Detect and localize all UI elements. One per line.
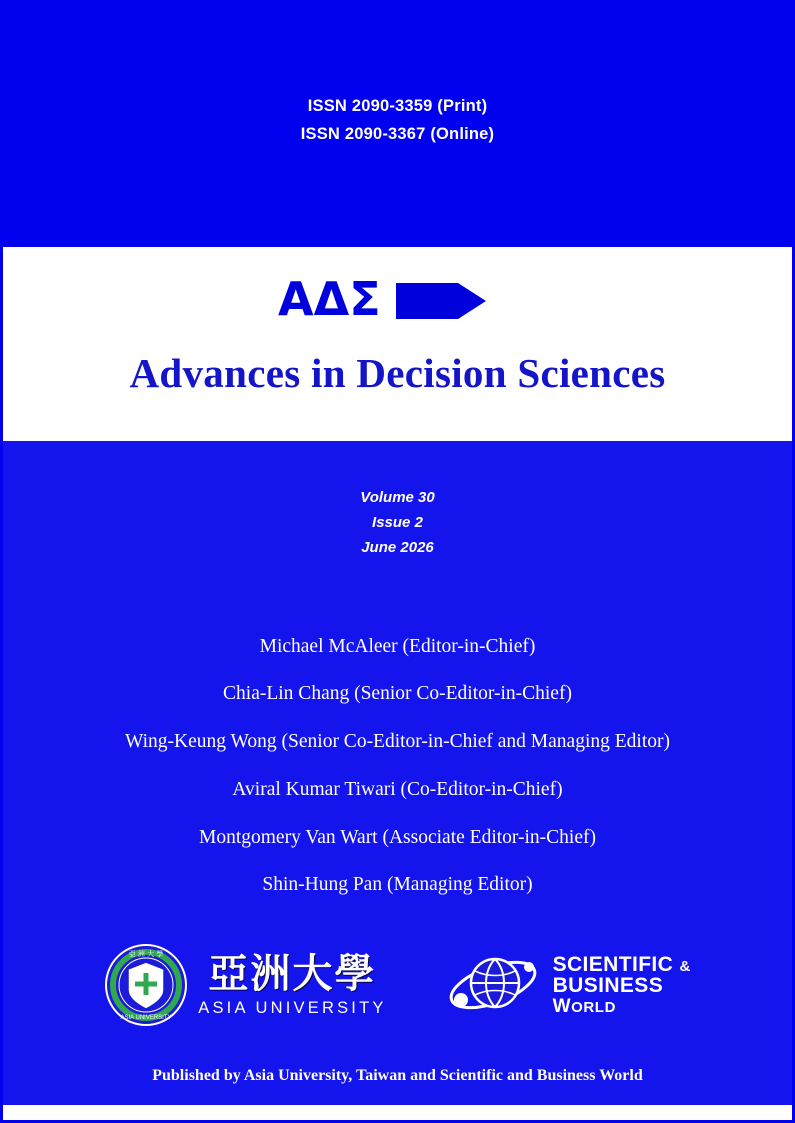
editor-item: Wing-Keung Wong (Senior Co-Editor-in-Chief and Managing Editor) xyxy=(125,731,670,753)
page-title: Advances in Decision Sciences xyxy=(129,350,666,396)
issn-online: ISSN 2090-3367 (Online) xyxy=(300,125,495,144)
globe-orbit-icon xyxy=(445,945,541,1025)
asia-university-logo xyxy=(104,943,386,1027)
asia-university-chinese-name: 亞洲大學 xyxy=(208,950,377,997)
svg-text:ΑΔΣ: ΑΔΣ xyxy=(277,275,381,326)
publisher-logos xyxy=(0,943,795,1027)
issn-band xyxy=(0,0,795,247)
ads-logo-mark xyxy=(278,277,518,325)
sbw-scientific-text: SCIENTIFIC xyxy=(552,953,674,977)
scientific-business-world-name xyxy=(553,954,691,1016)
title-band xyxy=(0,247,795,441)
sbw-world-rest: ORLD xyxy=(571,998,617,1016)
cover-lower-section xyxy=(0,441,795,1105)
issue-info xyxy=(360,485,434,561)
issn-print: ISSN 2090-3359 (Print) xyxy=(307,97,488,115)
editor-item: Chia-Lin Chang (Senior Co-Editor-in-Chief) xyxy=(223,683,572,705)
bottom-white-strip xyxy=(0,1105,795,1123)
sbw-ampersand: & xyxy=(679,958,691,976)
svg-text:ASIA UNIVERSITY: ASIA UNIVERSITY xyxy=(120,1015,172,1022)
date-label: June 2026 xyxy=(361,539,434,557)
issue-label: Issue 2 xyxy=(372,514,423,532)
editor-list xyxy=(0,623,795,910)
editor-item: Aviral Kumar Tiwari (Co-Editor-in-Chief) xyxy=(232,778,563,800)
sbw-line-1 xyxy=(553,954,691,975)
sbw-line-2: BUSINESS xyxy=(552,974,664,998)
asia-university-name xyxy=(198,950,387,1018)
volume-label: Volume 30 xyxy=(360,489,435,506)
editor-item: Michael McAleer (Editor-in-Chief) xyxy=(259,635,536,657)
editor-item: Montgomery Van Wart (Associate Editor-in-Chief) xyxy=(199,826,596,848)
sbw-world-initial: W xyxy=(552,995,572,1017)
ads-alpha-delta-sigma-arrow-logo-icon xyxy=(278,275,518,327)
svg-text:亞 洲 大 學: 亞 洲 大 學 xyxy=(128,950,164,959)
asia-university-english-name: ASIA UNIVERSITY xyxy=(198,998,387,1017)
publisher-line: Published by Asia University, Taiwan and Scientific and Business World xyxy=(152,1067,643,1085)
sbw-line-3 xyxy=(553,997,616,1016)
editor-item: Shin-Hung Pan (Managing Editor) xyxy=(262,874,533,896)
scientific-business-world-logo xyxy=(445,945,691,1025)
asia-university-seal-icon xyxy=(104,943,188,1027)
